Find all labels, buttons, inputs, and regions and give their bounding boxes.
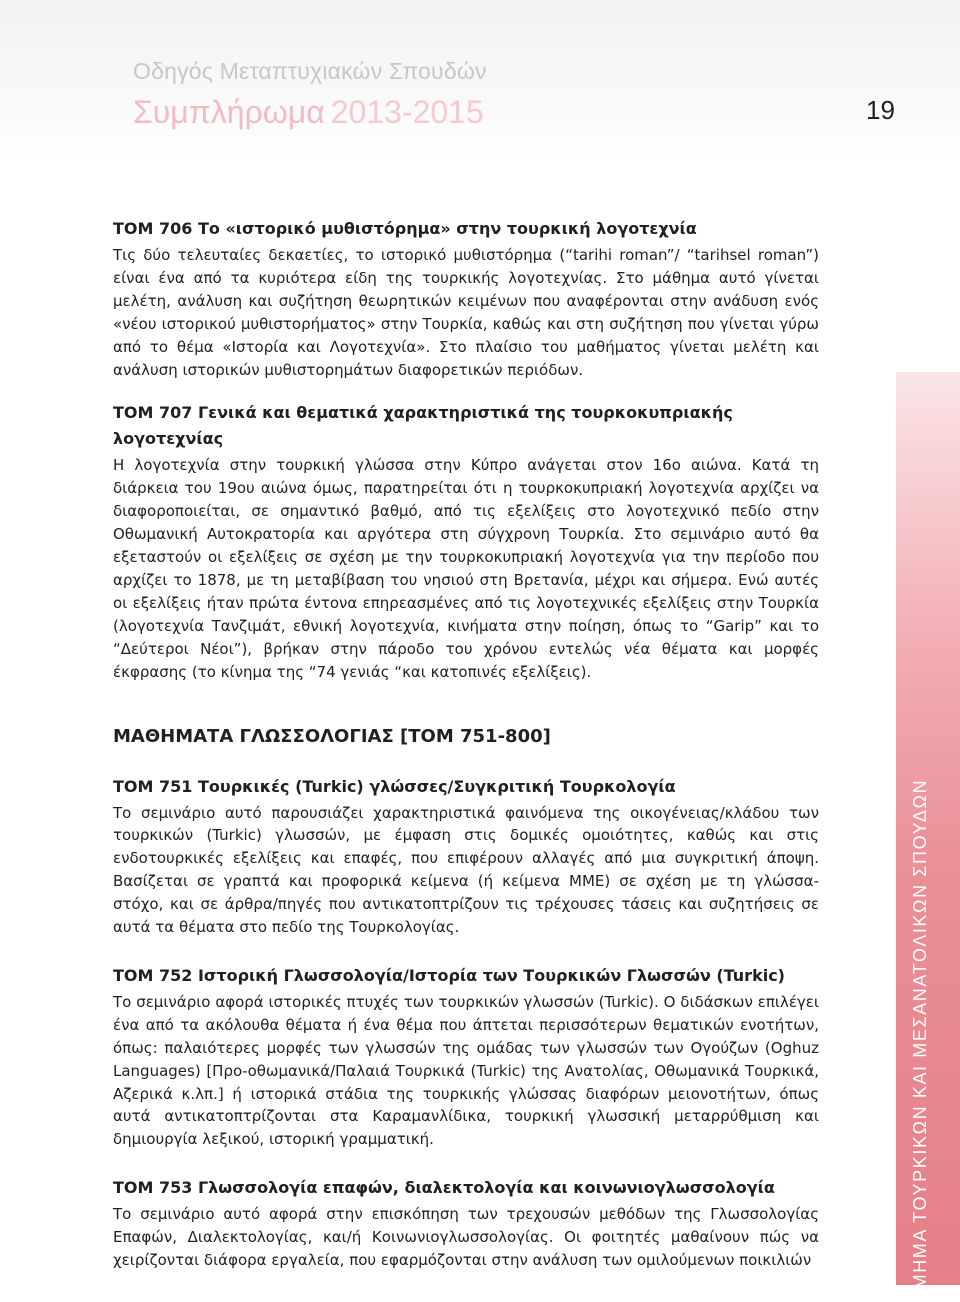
supplement-title [133,94,484,131]
supplement-years: 2013-2015 [330,94,484,130]
supplement-label: Συμπλήρωμα [133,94,325,130]
course-body-tom707: Η λογοτεχνία στην τουρκική γλώσσα στην Κύπρο ανάγεται στον 16ο αιώνα. Κατά τη διάρκεια του 19ου αιώνα όμως, παρατηρείται ότι η τουρκοκυπριακή λογοτεχνία αρχίζει να διαφοροποιείται, σε σημαντικό βαθμό, από τις εξελίξεις στο λογοτεχνικό πεδίο στην Οθωμανική Αυτοκρατορία και αργότερα στη σύγχρονη Τουρκία. Στο σεμινάριο αυτό θα εξεταστούν οι εξελίξεις σε σχέση με την τουρκοκυπριακή λογοτεχνία για την περίοδο που αρχίζει το 1878, με τη μεταβίβαση του νησιού στη Βρετανία, μέχρι και σήμερα. Ενώ αυτές οι εξελίξεις ήταν πρώτα έντονα επηρεασμένες από τις λογοτεχνικές εξελίξεις στην Τουρκία (λογοτεχνία Τανζιμάτ, εθνική λογοτεχνία, κινήματα στην ποίηση, όπως το “Garip” και το “Δεύτεροι Νέοι”), βρήκαν στην πάροδο του χρόνου εντελώς νέα θέματα και μορφές έκφρασης (το κίνημα της “74 γενιάς “και κατοπινές εξελίξεις). [113,456,819,681]
course-title-tom751: ΤΟΜ 751 Τουρκικές (Turkic) γλώσσες/Συγκριτική Τουρκολογία [113,776,676,796]
department-side-band [896,372,960,1302]
page-number: 19 [866,95,895,125]
course-body-tom706: Τις δύο τελευταίες δεκαετίες, το ιστορικό μυθιστόρημα (“tarihi roman”/ “tarihsel roman”) είναι ένα από τα κυριότερα είδη της τουρκικής λογοτεχνίας. Στο μάθημα αυτό γίνεται μελέτη, ανάλυση και συζήτηση θεωρητικών κειμένων που αναφέρονται στην ανάδυση ενός «νέου ιστορικού μυθιστορήματος» στην Τουρκία, καθώς και στη συζήτηση που γίνεται γύρω από το θέμα «Ιστορία και Λογοτεχνία». Στο πλαίσιο του μαθήματος γίνεται μελέτη και ανάλυση ιστορικών μυθιστορημάτων διαφορετικών περιόδων. [113,246,819,379]
page-content [113,216,819,1272]
course-body-tom751: Το σεμινάριο αυτό παρουσιάζει χαρακτηριστικά φαινόμενα της οικογένειας/κλάδου των τουρκικών (Turkic) γλωσσών, με έμφαση στις δομικές ομοιότητες, καθώς και στις ενδοτουρκικές εξελίξεις και επαφές, που επιφέρουν αλλαγές από μια συγκριτική άποψη. Βασίζεται σε γραπτά και προφορικά κείμενα (ή κείμενα ΜΜΕ) σε σχέση με τη γλώσσα- στόχο, και σε άρθρα/πηγές που αντικατοπτρίζουν τις τρέχουσες τάσεις και συζητήσεις σε αυτά τα θέματα στο πεδίο της Τουρκολογίας. [113,803,819,937]
course-body-tom752: Το σεμινάριο αφορά ιστορικές πτυχές των τουρκικών γλωσσών (Turkic). Ο διδάσκων επιλέγει ένα από τα ακόλουθα θέματα ή ένα θέμα που άπτεται περισσότερων θεματικών ενοτήτων, όπως: παλαιότερες μορφές των γλωσσών της ομάδας των γλωσσών των Ογούζων (Oghuz Languages) [Προ-οθωμανικά/Παλαιά Τουρκικά (Turkic) της Ανατολίας, Οθωμανικά Τουρκικά, Αζερικά κ.λπ.] ή ιστορικά στάδια της τουρκικής γλώσσας διαφόρων μειονοτήτων, όπως αυτά αντικατοπτρίζονται στα Καραμανλίδικα, τουρκική γλωσσική μεταρρύθμιση και δημιουργία λεξικού, ιστορική γραμματική. [113,992,819,1149]
course-title-tom707: ΤΟΜ 707 Γενικά και θεματικά χαρακτηριστικά της τουρκοκυπριακής λογοτεχνίας [113,403,733,449]
course-title-tom706: ΤΟΜ 706 Το «ιστορικό μυθιστόρημα» στην τουρκική λογοτεχνία [113,219,697,238]
course-title-tom753: ΤΟΜ 753 Γλωσσολογία επαφών, διαλεκτολογία και κοινωνιογλωσσολογία [113,1178,775,1198]
course-body-tom753: Το σεμινάριο αυτό αφορά στην επισκόπηση των τρεχουσών μεθόδων της Γλωσσολογίας Επαφών, Διαλεκτολογίας, και/ή Κοινωνιογλωσσολογίας. Οι φοιτητές μαθαίνουν πώς να χειρίζονται διάφορα εργαλεία, που εφαρμόζονται στην ανάλυση των ομιλούμενων ποικιλιών [113,1205,819,1270]
department-side-label: ΤΜΗΜΑ ΤΟΥΡΚΙΚΩΝ ΚΑΙ ΜΕΣΑΝΑΤΟΛΙΚΩΝ ΣΠΟΥΔΩΝ [910,778,930,1302]
section-heading-linguistics: ΜΑΘΗΜΑΤΑ ΓΛΩΣΣΟΛΟΓΙΑΣ [ΤΟΜ 751-800] [113,725,551,747]
course-title-tom752: ΤΟΜ 752 Ιστορική Γλωσσολογία/Ιστορία των Τουρκικών Γλωσσών (Turkic) [113,965,785,985]
page-header [0,0,960,160]
guide-title: Οδηγός Μεταπτυχιακών Σπουδών [133,58,487,84]
